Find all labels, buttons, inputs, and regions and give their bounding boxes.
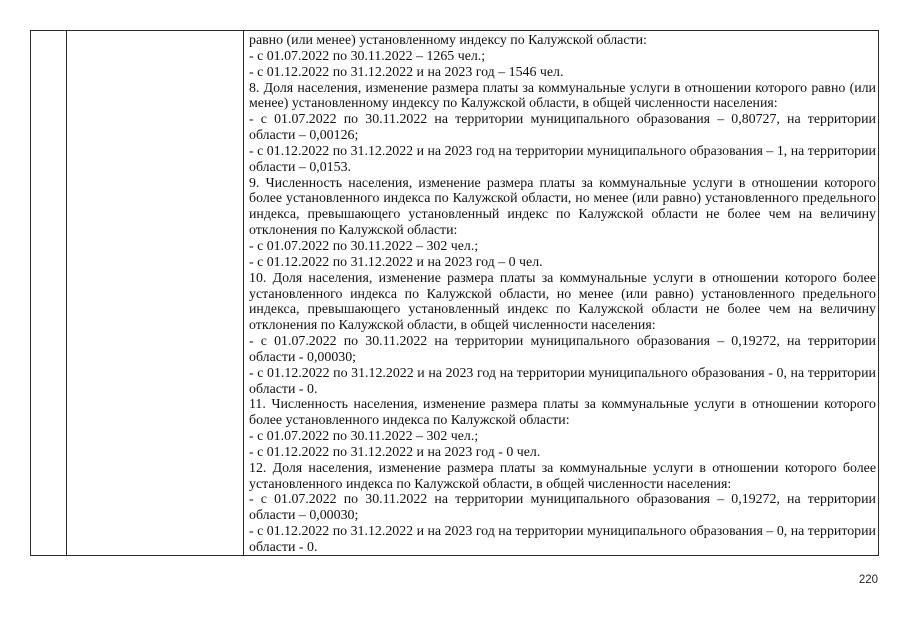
paragraph: 9. Численность населения, изменение размера платы за коммунальные услуги в отношении которого более установленного индекса по Калужской области, но менее (или равно) установленного предельного индекса, превышающего установленный индекс по Калужской области не более чем на величину отклонения по Калужской области: xyxy=(249,175,876,239)
paragraph: - с 01.07.2022 по 30.11.2022 – 1265 чел.; xyxy=(249,48,486,64)
table-column-divider-1 xyxy=(66,31,67,555)
table-column-divider-2 xyxy=(243,31,244,555)
paragraph: - с 01.07.2022 по 30.11.2022 на территории муниципального образования – 0,80727, на территории области – 0,00126; xyxy=(249,112,876,144)
table-content-cell xyxy=(249,33,876,555)
paragraph: - с 01.12.2022 по 31.12.2022 и на 2023 год на территории муниципального образования - 0, на территории области - 0. xyxy=(249,365,876,397)
paragraph: - с 01.12.2022 по 31.12.2022 и на 2023 год – 1546 чел. xyxy=(249,64,564,80)
paragraph: - с 01.07.2022 по 30.11.2022 – 302 чел.; xyxy=(249,429,479,445)
paragraph: 12. Доля населения, изменение размера платы за коммунальные услуги в отношении которого более установленного индекса по Калужской области, в общей численности населения: xyxy=(249,460,876,492)
paragraph: - с 01.12.2022 по 31.12.2022 и на 2023 год - 0 чел. xyxy=(249,444,541,460)
paragraph: - с 01.12.2022 по 31.12.2022 и на 2023 год – 0 чел. xyxy=(249,254,543,270)
paragraph: 10. Доля населения, изменение размера платы за коммунальные услуги в отношении которого более установленного индекса по Калужской области, но менее (или равно) установленного предельного индекса, превышающего установленный индекс по Калужской области не более чем на величину отклонения по Калужской области, в общей численности населения: xyxy=(249,270,876,334)
page-number: 220 xyxy=(858,574,878,586)
paragraph: - с 01.12.2022 по 31.12.2022 и на 2023 год на территории муниципального образования – 0, на территории области - 0. xyxy=(249,524,876,555)
paragraph: - с 01.12.2022 по 31.12.2022 и на 2023 год на территории муниципального образования – 1, на территории области – 0,0153. xyxy=(249,143,876,175)
paragraph: - с 01.07.2022 по 30.11.2022 на территории муниципального образования – 0,19272, на территории области – 0,00030; xyxy=(249,492,876,524)
paragraph: - с 01.07.2022 по 30.11.2022 – 302 чел.; xyxy=(249,238,479,254)
document-table xyxy=(30,30,879,556)
paragraph: равно (или менее) установленному индексу по Калужской области: xyxy=(249,33,647,48)
paragraph: 11. Численность населения, изменение размера платы за коммунальные услуги в отношении которого более установленного индекса по Калужской области: xyxy=(249,397,876,429)
paragraph: 8. Доля населения, изменение размера платы за коммунальные услуги в отношении которого равно (или менее) установленному индексу по Калужской области, в общей численности населения: xyxy=(249,80,876,112)
paragraph: - с 01.07.2022 по 30.11.2022 на территории муниципального образования – 0,19272, на территории области - 0,00030; xyxy=(249,334,876,365)
